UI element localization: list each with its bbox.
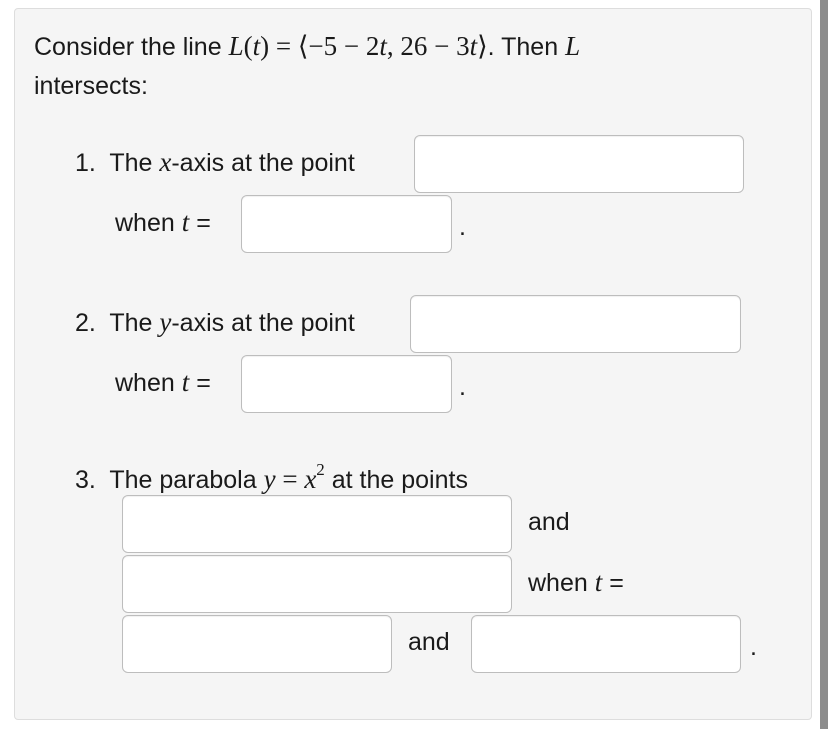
y-axis-point-input[interactable] (410, 295, 741, 353)
x-axis-point-input[interactable] (414, 135, 744, 193)
intro-prefix: Consider the line (34, 33, 222, 61)
intro-suffix: intersects: (34, 72, 148, 100)
problem-statement (34, 31, 580, 62)
parabola-t-2-input[interactable] (471, 615, 741, 673)
x-axis-t-input[interactable] (241, 195, 452, 253)
item-3-label: 3. The parabola $y = x^2$ at the points (75, 460, 468, 494)
item-2-when-label: when t = (115, 367, 211, 397)
window-edge (820, 0, 828, 729)
item-1-label: 1. The x-axis at the point (75, 147, 355, 177)
item-1-when-label: when t = (115, 207, 211, 237)
parabola-point-1-input[interactable] (122, 495, 512, 553)
item-3-period: . (750, 633, 757, 661)
y-axis-t-input[interactable] (241, 355, 452, 413)
item-2-label: 2. The y-axis at the point (75, 307, 355, 337)
and-label-2: and (408, 628, 450, 656)
item-3-when-label: when t = (528, 567, 624, 597)
item-1-period: . (459, 213, 466, 241)
intro-then: . Then (487, 33, 559, 61)
line-equation: L(t) = ⟨−5 − 2t, 26 − 3t⟩ (228, 31, 488, 61)
and-label-1: and (528, 508, 570, 536)
parabola-point-2-input[interactable] (122, 555, 512, 613)
item-2-period: . (459, 373, 466, 401)
line-name: L (565, 31, 581, 61)
parabola-t-1-input[interactable] (122, 615, 392, 673)
